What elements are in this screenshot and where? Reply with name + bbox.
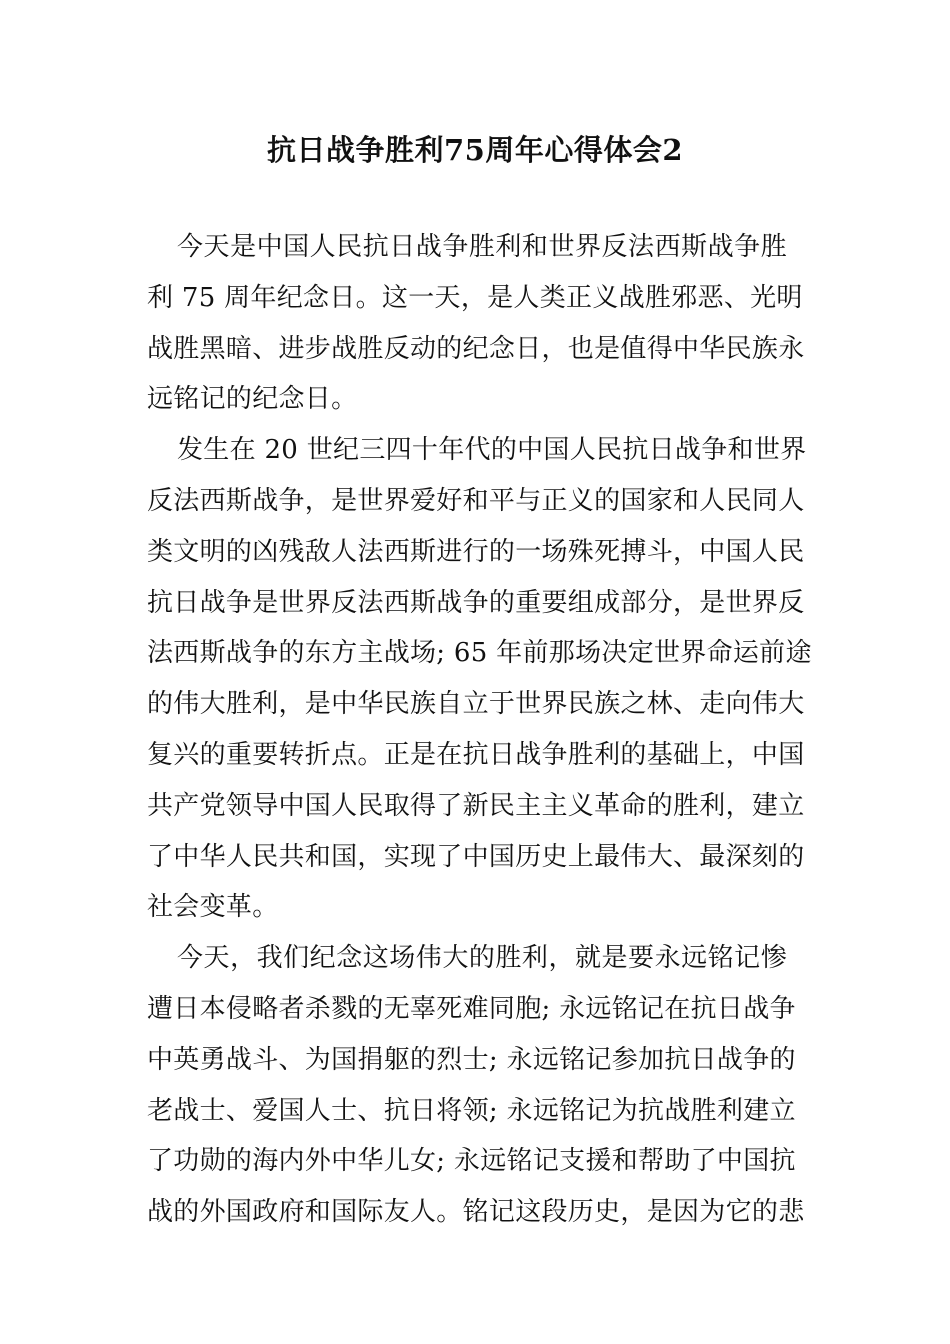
- paragraph-1-line-3: 战胜黑暗、进步战胜反动的纪念日，也是值得中华民族永: [147, 333, 805, 364]
- paragraph-2-line-7: 复兴的重要转折点。正是在抗日战争胜利的基础上，中国: [147, 739, 805, 770]
- paragraph-3-line-2: 遭日本侵略者杀戮的无辜死难同胞; 永远铭记在抗日战争: [147, 993, 796, 1024]
- paragraph-2-line-2: 反法西斯战争，是世界爱好和平与正义的国家和人民同人: [147, 485, 805, 516]
- paragraph-1-line-1: 今天是中国人民抗日战争胜利和世界反法西斯战争胜: [177, 232, 787, 262]
- paragraph-2-line-4: 抗日战争是世界反法西斯战争的重要组成部分，是世界反: [147, 587, 805, 618]
- document-title: 抗日战争胜利75周年心得体会2: [266, 133, 684, 167]
- paragraph-2-line-1: 发生在 20 世纪三四十年代的中国人民抗日战争和世界: [177, 435, 807, 466]
- paragraph-1-line-4: 远铭记的纪念日。: [147, 384, 358, 415]
- paragraph-2-line-3: 类文明的凶残敌人法西斯进行的一场殊死搏斗，中国人民: [147, 536, 805, 567]
- paragraph-3-line-4: 老战士、爱国人士、抗日将领; 永远铭记为抗战胜利建立: [147, 1095, 796, 1126]
- paragraph-3-line-3: 中英勇战斗、为国捐躯的烈士; 永远铭记参加抗日战争的: [147, 1044, 796, 1075]
- paragraph-2-line-8: 共产党领导中国人民取得了新民主主义革命的胜利，建立: [147, 790, 805, 821]
- paragraph-2-line-5: 法西斯战争的东方主战场; 65 年前那场决定世界命运前途: [147, 638, 812, 669]
- document-body: [147, 222, 812, 1238]
- paragraph-1-line-2: 利 75 周年纪念日。这一天，是人类正义战胜邪恶、光明: [147, 282, 803, 313]
- paragraph-3-line-1: 今天，我们纪念这场伟大的胜利，就是要永远铭记惨: [177, 943, 787, 974]
- paragraph-3-line-6: 战的外国政府和国际友人。铭记这段历史，是因为它的悲: [147, 1197, 805, 1228]
- paragraph-2-line-9: 了中华人民共和国，实现了中国历史上最伟大、最深刻的: [147, 841, 805, 872]
- paragraph-2-line-10: 社会变革。: [147, 892, 279, 923]
- paragraph-3-line-5: 了功勋的海内外中华儿女; 永远铭记支援和帮助了中国抗: [147, 1146, 796, 1177]
- paragraph-2-line-6: 的伟大胜利，是中华民族自立于世界民族之林、走向伟大: [147, 689, 805, 720]
